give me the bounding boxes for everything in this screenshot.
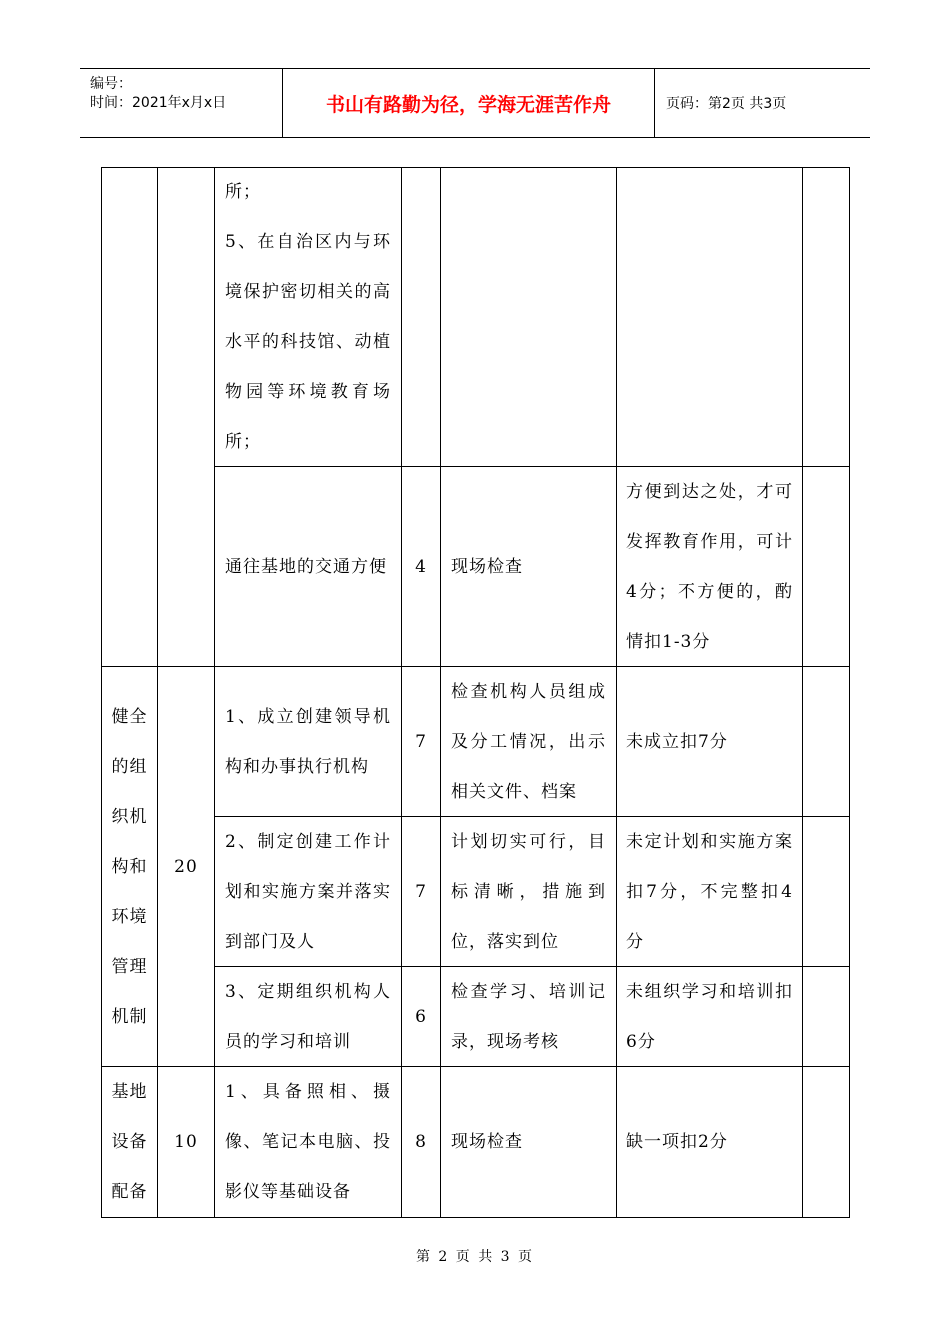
- table-row-score: [402, 667, 440, 816]
- score-text: 8: [415, 1132, 427, 1152]
- table-row-criterion: [617, 817, 802, 966]
- table-row-item: [215, 1067, 401, 1217]
- category-text: 健全的组织机构和环境管理机制: [111, 706, 148, 1027]
- table-row-criterion: [617, 967, 802, 1066]
- score-text: 4: [415, 556, 427, 577]
- item-text: 2、制定创建工作计划和实施方案并落实到部门及人: [225, 831, 391, 952]
- method-text: 检查学习、培训记录，现场考核: [451, 981, 606, 1052]
- table-row-method: [441, 467, 616, 666]
- category-text: 基地设备配备: [111, 1082, 148, 1202]
- table-row-criterion: [617, 467, 802, 666]
- table-row-item: [215, 467, 401, 666]
- criterion-text: 未成立扣7分: [626, 731, 728, 752]
- header-meta: [80, 69, 283, 137]
- table-row-criterion: [617, 1067, 802, 1217]
- table-row-item: [215, 667, 401, 816]
- table-row-score: [402, 1067, 440, 1217]
- table-row-item: [215, 817, 401, 966]
- table-row-item: [215, 167, 401, 466]
- item-text: 所； 5、在自治区内与环境保护密切相关的高水平的科技馆、动植物园等环境教育场所；: [225, 181, 391, 452]
- table-row-method: [441, 967, 616, 1066]
- header-page-code: 页码：第2页 共3页: [666, 96, 787, 112]
- criterion-text: 未定计划和实施方案扣7分，不完整扣4分: [626, 831, 793, 952]
- total-score-text: 10: [174, 1132, 198, 1152]
- table-row-score: [402, 967, 440, 1066]
- method-text: 计划切实可行，目标清晰，措施到位，落实到位: [451, 831, 606, 952]
- item-text: 通往基地的交通方便: [225, 556, 387, 577]
- page-header: [80, 68, 870, 138]
- criterion-text: 未组织学习和培训扣6分: [626, 981, 793, 1052]
- item-text: 3、定期组织机构人员的学习和培训: [225, 981, 391, 1052]
- criterion-text: 方便到达之处，才可发挥教育作用，可计4分；不方便的，酌情扣1-3分: [626, 481, 793, 652]
- document-time-label: 时间：2021年x月x日: [90, 95, 227, 111]
- total-score-cell: [158, 1067, 214, 1217]
- table-row-method: [441, 1067, 616, 1217]
- header-motto: 书山有路勤为径，学海无涯苦作舟: [283, 69, 655, 137]
- total-score-text: 20: [174, 856, 198, 877]
- page-footer: 第 2 页 共 3 页: [415, 1249, 535, 1265]
- table-row-method: [441, 817, 616, 966]
- document-number-label: 编号：: [90, 76, 132, 92]
- score-text: 7: [415, 731, 427, 752]
- method-text: 现场检查: [451, 1132, 523, 1152]
- criterion-text: 缺一项扣2分: [626, 1132, 728, 1152]
- method-text: 检查机构人员组成及分工情况，出示相关文件、档案: [451, 681, 606, 802]
- category-cell: [102, 1067, 157, 1217]
- total-score-cell: [158, 667, 214, 1066]
- item-text: 1、具备照相、摄像、笔记本电脑、投影仪等基础设备: [225, 1082, 391, 1202]
- score-text: 7: [415, 881, 427, 902]
- table-row-score: [402, 467, 440, 666]
- category-cell: [102, 667, 157, 1066]
- table-row-item: [215, 967, 401, 1066]
- score-text: 6: [415, 1006, 427, 1027]
- item-text: 1、成立创建领导机构和办事执行机构: [225, 706, 391, 777]
- scoring-table: [101, 167, 850, 1218]
- table-row-method: [441, 667, 616, 816]
- table-row-criterion: [617, 667, 802, 816]
- table-row-score: [402, 817, 440, 966]
- method-text: 现场检查: [451, 556, 523, 577]
